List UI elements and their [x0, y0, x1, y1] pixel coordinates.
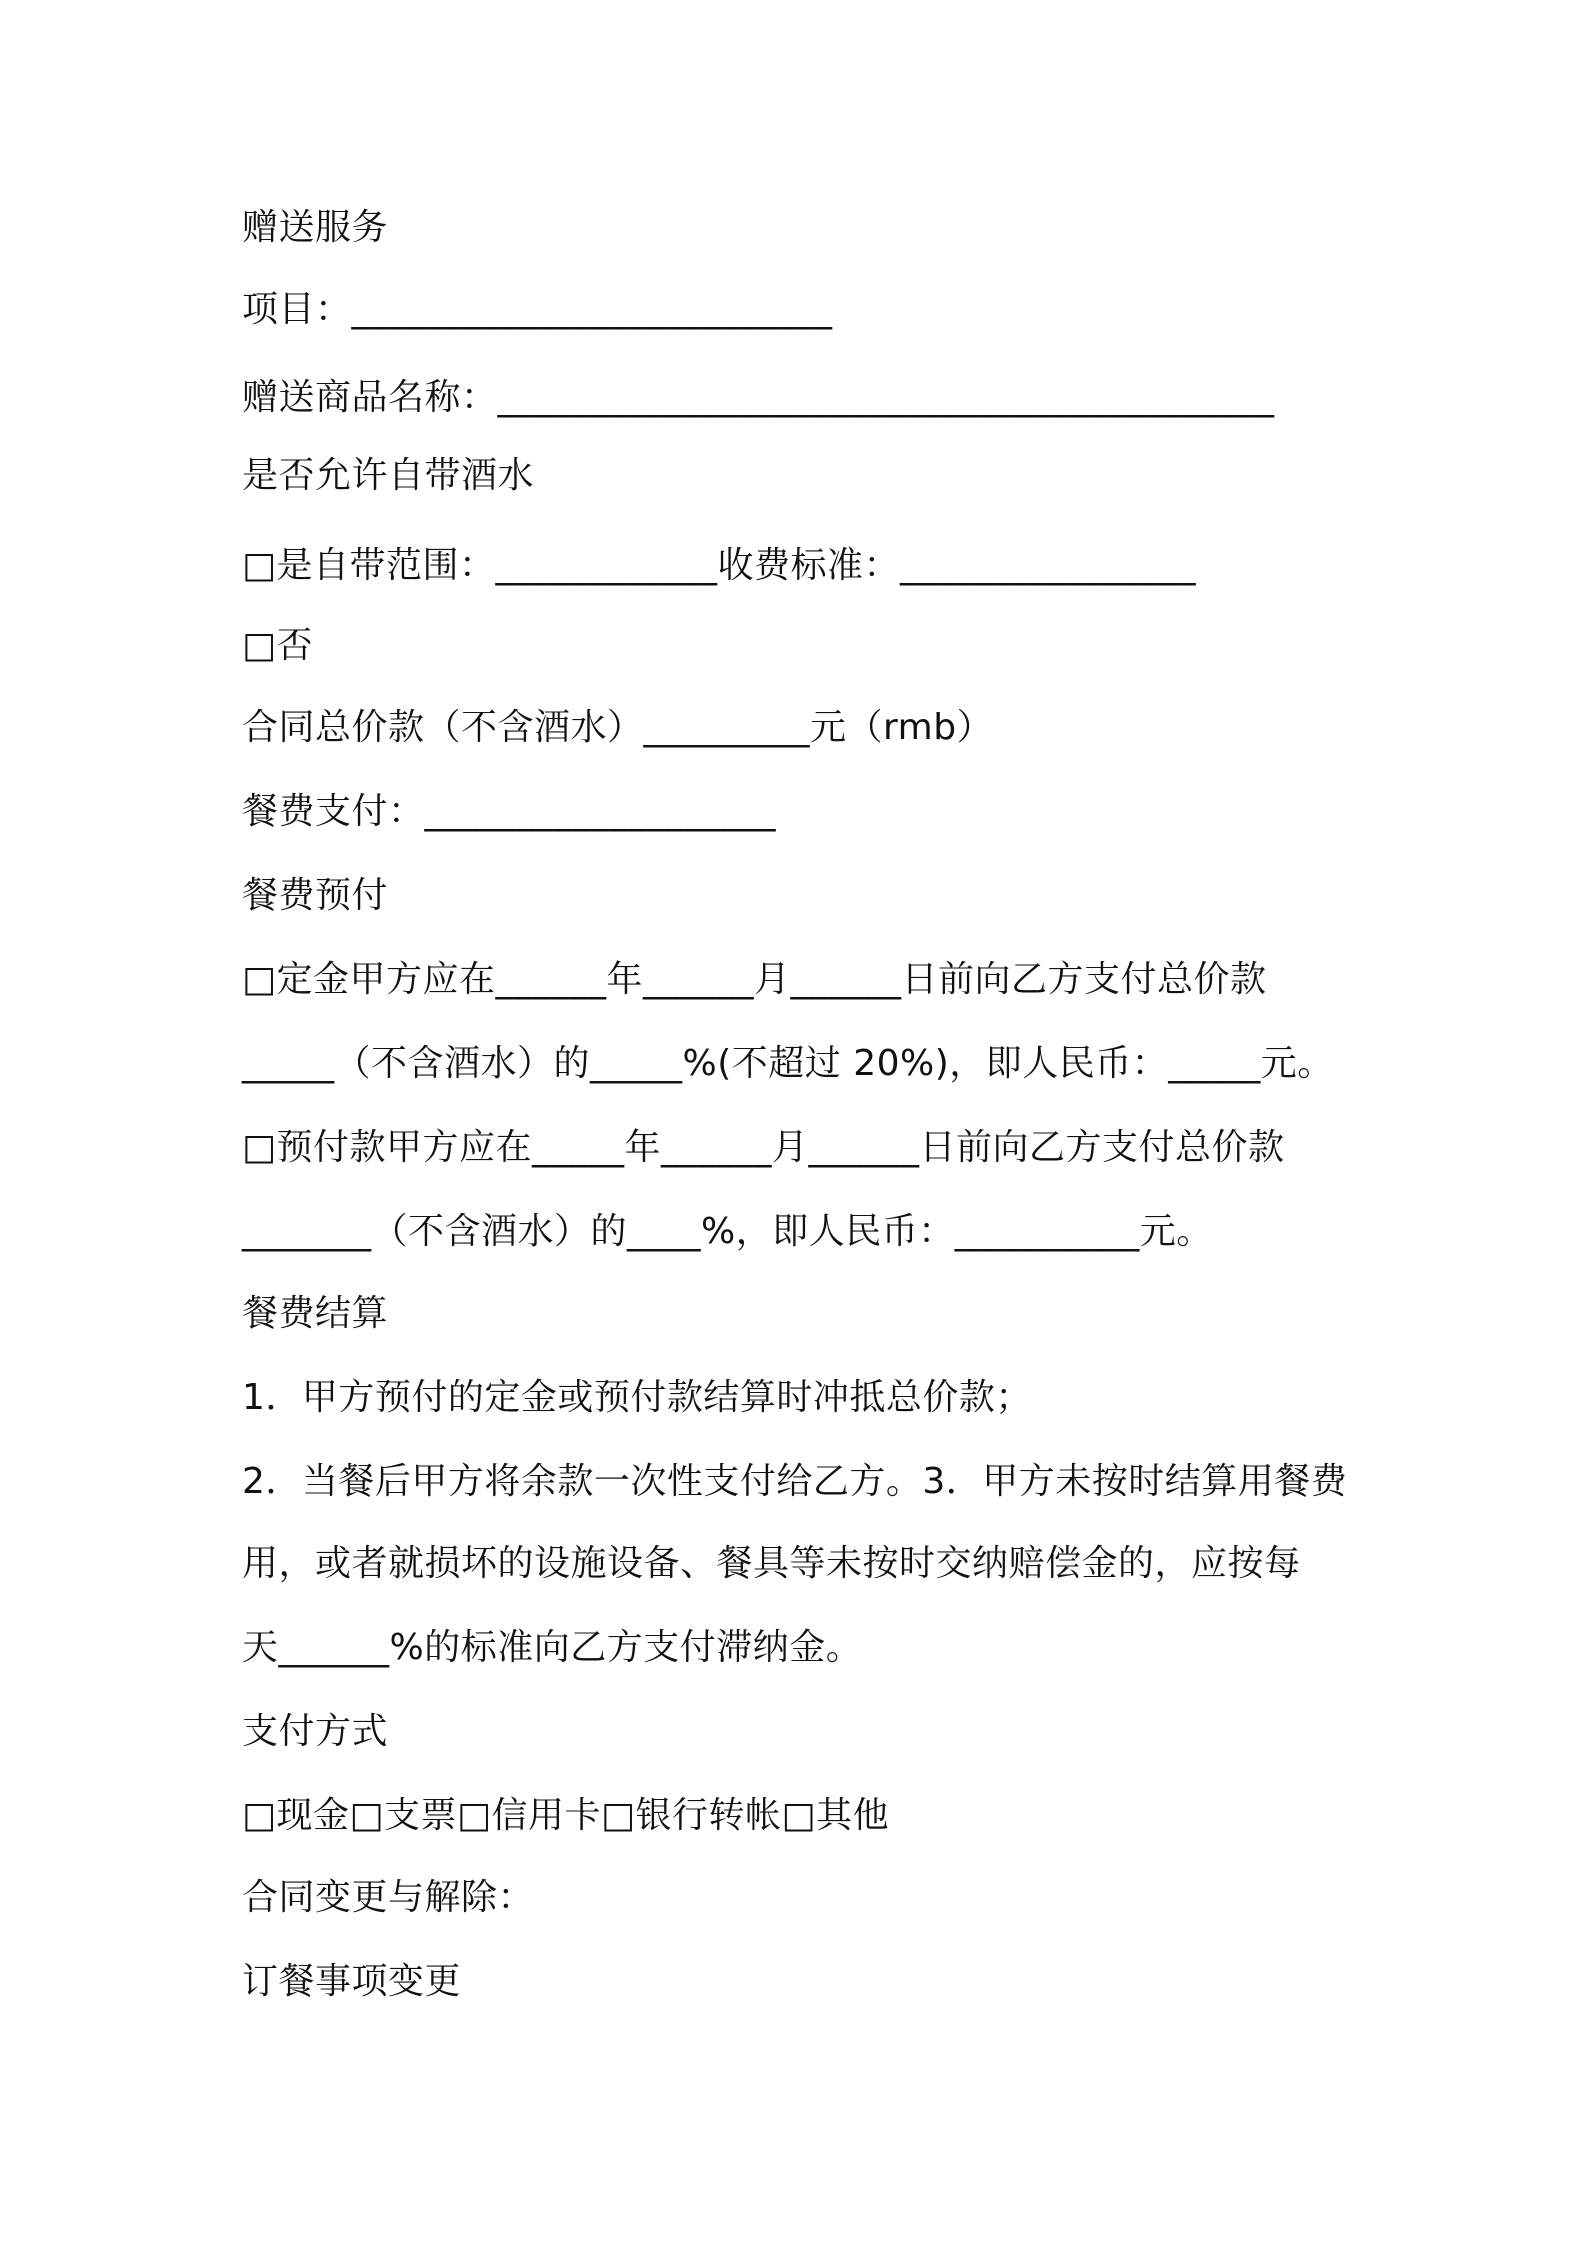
meal-payment-line: 餐费支付：___________________ [242, 791, 777, 832]
deposit-option-line-2: _____（不含酒水）的_____%(不超过 20%)，即人民币：_____元。 [242, 1043, 1334, 1084]
own-drinks-no-option-line: □否 [242, 625, 314, 666]
payment-method-options-line: □现金□支票□信用卡□银行转帐□其他 [242, 1795, 890, 1836]
settlement-clause-2: 2．当餐后甲方将余款一次性支付给乙方。3．甲方未按时结算用餐费 [242, 1461, 1348, 1502]
own-drinks-yes-option-line: □是自带范围：____________收费标准：________________ [242, 545, 1197, 586]
section-heading-gift-service: 赠送服务 [242, 207, 389, 248]
deposit-option-line-1: □定金甲方应在______年______月______日前向乙方支付总价款 [242, 959, 1267, 1000]
section-heading-own-drinks: 是否允许自带酒水 [242, 455, 535, 496]
prepay-option-line-1: □预付款甲方应在_____年______月______日前向乙方支付总价款 [242, 1127, 1285, 1168]
section-heading-order-change: 订餐事项变更 [242, 1961, 462, 2002]
item-field-line: 项目：__________________________ [242, 289, 833, 330]
section-heading-payment-method: 支付方式 [242, 1711, 389, 1752]
settlement-clause-1: 1．甲方预付的定金或预付款结算时冲抵总价款； [242, 1377, 1032, 1418]
settlement-clause-3: 用，或者就损坏的设施设备、餐具等未按时交纳赔偿金的，应按每 [242, 1543, 1301, 1584]
gift-product-name-line: 赠送商品名称：__________________________________________ [242, 377, 1275, 418]
settlement-clause-4: 天______%的标准向乙方支付滞纳金。 [242, 1627, 863, 1668]
prepay-option-line-2: _______（不含酒水）的____%，即人民币：__________元。 [242, 1211, 1213, 1252]
contract-total-price-line: 合同总价款（不含酒水）_________元（rmb） [242, 707, 994, 748]
section-heading-prepayment: 餐费预付 [242, 875, 389, 916]
section-heading-contract-change: 合同变更与解除： [242, 1877, 535, 1918]
section-heading-settlement: 餐费结算 [242, 1293, 389, 1334]
